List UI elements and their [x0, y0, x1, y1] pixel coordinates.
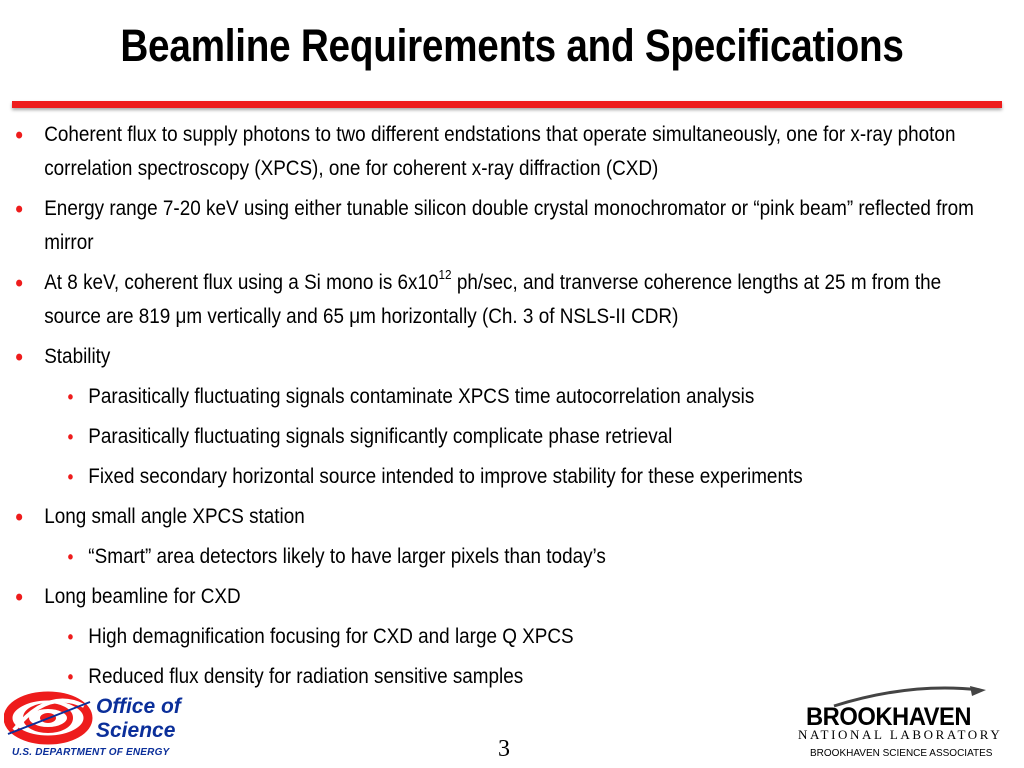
brookhaven-subtitle: NATIONAL LABORATORY	[798, 727, 1003, 742]
bullet-item: • Energy range 7-20 keV using either tunable silicon double crystal monochromator or “pink beam” reflected from mirror	[10, 192, 991, 260]
bullet-list	[10, 118, 1010, 700]
bullet-icon: •	[15, 122, 23, 149]
slide-title: Beamline Requirements and Specifications	[120, 20, 904, 71]
sub-bullet-icon: •	[67, 547, 74, 567]
doe-swirl-icon	[4, 690, 94, 746]
sub-bullet-item: • Parasitically fluctuating signals contaminate XPCS time autocorrelation analysis	[10, 380, 991, 414]
sub-bullet-icon: •	[67, 387, 74, 407]
bullet-icon: •	[15, 504, 23, 531]
sub-bullet-icon: •	[67, 627, 74, 647]
bullet-icon: •	[15, 584, 23, 611]
doe-science-label: Science	[96, 719, 176, 742]
page-number: 3	[498, 736, 510, 762]
sub-bullet-item: • High demagnification focusing for CXD and large Q XPCS	[10, 620, 991, 654]
sub-bullet-icon: •	[67, 467, 74, 487]
bullet-item: • Long small angle XPCS station	[10, 500, 991, 534]
sub-bullet-icon: •	[67, 427, 74, 447]
sub-bullet-item: • “Smart” area detectors likely to have larger pixels than today’s	[10, 540, 991, 574]
sub-bullet-item: • Parasitically fluctuating signals significantly complicate phase retrieval	[10, 420, 991, 454]
sub-bullet-item: • Reduced flux density for radiation sensitive samples	[10, 660, 991, 694]
brookhaven-associates: BROOKHAVEN SCIENCE ASSOCIATES	[810, 748, 993, 759]
bullet-icon: •	[15, 196, 23, 223]
bullet-item: • Long beamline for CXD	[10, 580, 991, 614]
doe-office-label: Office of	[96, 695, 181, 718]
brookhaven-name: BROOKHAVEN	[806, 703, 972, 731]
sub-bullet-icon: •	[67, 667, 74, 687]
bullet-item: • Stability	[10, 340, 991, 374]
doe-department-label: U.S. DEPARTMENT OF ENERGY	[12, 747, 170, 758]
sub-bullet-item: • Fixed secondary horizontal source intended to improve stability for these experiments	[10, 460, 991, 494]
bullet-icon: •	[15, 344, 23, 371]
bullet-icon: •	[15, 270, 23, 297]
title-divider	[12, 101, 1002, 108]
bullet-item: • At 8 keV, coherent flux using a Si mono is $6x10^{12}$ ph/sec, and tranverse coherence lengths at 25 m from the source are 819 μm vertically and 65 μm horizontally (Ch. 3 of NSLS-II CDR)	[15, 267, 942, 328]
bullet-item: • Coherent flux to supply photons to two different endstations that operate simultaneously, one for x-ray photon correlation spectroscopy (XPCS), one for coherent x-ray diffraction (CXD)	[10, 118, 991, 186]
